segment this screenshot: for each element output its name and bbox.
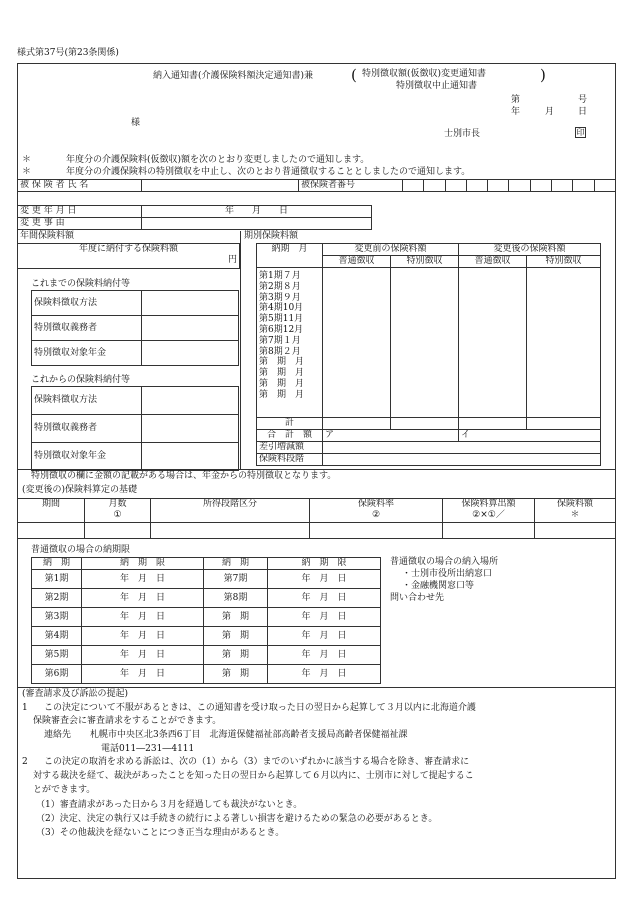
due-date[interactable]: 年 月 日 — [268, 608, 381, 627]
section-divider — [240, 231, 241, 469]
basis-rate-header — [310, 499, 443, 523]
due-date[interactable]: 年 月 日 — [268, 646, 381, 665]
basis-rate-value[interactable] — [310, 523, 443, 539]
periodic-subtotal-label: 計 — [257, 418, 323, 430]
notice-text-2: 年度分の介護保険料の特別徴収を中止し、次のとおり普通徴収することとしましたので通知します。 — [66, 167, 471, 177]
future-obligor-value[interactable] — [142, 415, 239, 443]
notice-mark-1: ＊ — [22, 155, 32, 165]
period-label: 第8期２月 — [259, 346, 301, 357]
notice-text-1: 年度分の介護保険料(仮徴収)額を次のとおり変更しましたので通知します。 — [66, 155, 370, 165]
periodic-before-normal-header: 普通徴収 — [323, 256, 391, 268]
appeal-p1-number: 1 — [22, 703, 28, 713]
appeal-p2-number: 2 — [22, 757, 28, 767]
due-term-label: 第 期 — [204, 627, 268, 646]
addressee-suffix: 様 — [131, 118, 141, 128]
basis-calc-title: 保険料算出額 — [461, 499, 516, 509]
periodic-subtotal-cell[interactable] — [391, 418, 459, 430]
future-pension-label: 特別徴収対象年金 — [32, 443, 142, 471]
date-year: 年 — [511, 107, 521, 117]
due-date[interactable]: 年 月 日 — [82, 570, 204, 589]
appeal-p2-line2: 対する裁決を経て、裁決があったことを知った日の翌日から起算して６月以内に、士別市に対して提起するこ — [33, 771, 474, 781]
basis-calc-value[interactable] — [443, 523, 535, 539]
section-rule — [17, 687, 616, 688]
insured-name-table — [17, 179, 616, 192]
due-term-label: 第4期 — [32, 627, 82, 646]
due-term-label: 第7期 — [204, 570, 268, 589]
periodic-stage-label: 保険料段階 — [257, 453, 323, 465]
seal-mark: 印 — [576, 128, 585, 137]
due-date[interactable]: 年 月 日 — [82, 589, 204, 608]
basis-months-title: 月数 — [108, 499, 127, 509]
contact-phone: 電話011―231―4111 — [101, 744, 195, 754]
periodic-after-special-column[interactable] — [527, 268, 601, 418]
basis-amount-sub: ＊ — [570, 509, 580, 520]
change-date-value[interactable]: 年 月 日 — [142, 206, 372, 218]
due-term-label: 第6期 — [32, 665, 82, 684]
basis-amount-title: 保険料額 — [556, 499, 593, 509]
periodic-before-normal-column[interactable] — [323, 268, 391, 418]
insured-number-label: 被保険者番号 — [299, 180, 403, 192]
due-date[interactable]: 年 月 日 — [268, 589, 381, 608]
annual-amount-cell[interactable] — [18, 244, 240, 269]
place-item: ・金融機関窓口等 — [402, 581, 475, 591]
basis-heading: (変更後の)保険料算定の基礎 — [22, 485, 138, 495]
basis-amount-header — [535, 499, 616, 523]
due-date[interactable]: 年 月 日 — [268, 627, 381, 646]
due-term-label: 第 期 — [204, 646, 268, 665]
appeal-item: （3）その他裁決を経ないことにつき正当な理由があるとき。 — [36, 828, 285, 838]
basis-rate-sub: ② — [371, 509, 381, 520]
period-label: 第3期９月 — [259, 292, 301, 303]
prior-method-label: 保険料徴収方法 — [32, 291, 142, 316]
due-term-label: 第8期 — [204, 589, 268, 608]
future-obligor-label: 特別徴収義務者 — [32, 415, 142, 443]
issuer: 士別市長 — [444, 129, 481, 139]
insured-number-cell[interactable] — [530, 180, 551, 192]
period-label: 第2期８月 — [259, 281, 301, 292]
periodic-before-special-header: 特別徴収 — [391, 256, 459, 268]
insured-name-value[interactable] — [142, 180, 299, 192]
periodic-before-special-column[interactable] — [391, 268, 459, 418]
basis-income-title: 所得段階区分 — [202, 499, 257, 509]
insured-number-cell[interactable] — [466, 180, 487, 192]
basis-income-value[interactable] — [151, 523, 310, 539]
future-table — [31, 386, 239, 471]
periodic-total-before[interactable]: ア — [323, 429, 459, 441]
due-term-label: 第3期 — [32, 608, 82, 627]
due-term-label: 第2期 — [32, 589, 82, 608]
due-date[interactable]: 年 月 日 — [82, 665, 204, 684]
periodic-subtotal-cell[interactable] — [459, 418, 527, 430]
title-line1: 特別徴収額(仮徴収)変更通知書 — [362, 69, 487, 79]
insured-number-cell[interactable] — [509, 180, 530, 192]
due-term-header: 納 期 — [32, 558, 82, 570]
periodic-stage-value[interactable] — [323, 453, 601, 465]
period-label: 第6期12月 — [259, 324, 304, 335]
number-suffix: 号 — [578, 95, 588, 105]
date-day: 日 — [578, 107, 588, 117]
prior-table — [31, 290, 239, 366]
special-note: 特別徴収の欄に金額の記載がある場合は、年金からの特別徴収となります。 — [31, 471, 337, 481]
appeal-item: （1）審査請求があった日から３月を経過しても裁決がないとき。 — [36, 800, 303, 810]
due-limit-header: 納 期 限 — [82, 558, 204, 570]
periodic-after-normal-header: 普通徴収 — [459, 256, 527, 268]
period-label: 第 期 月 — [259, 357, 305, 368]
appeal-item: （2）決定、決定の執行又は手続きの続行による著しい損害を避けるための緊急の必要があるとき。 — [36, 814, 438, 824]
due-date[interactable]: 年 月 日 — [82, 646, 204, 665]
basis-income-header — [151, 499, 310, 523]
annual-table — [17, 243, 240, 269]
insured-name-label: 被 保 険 者 氏 名 — [18, 180, 142, 192]
basis-table — [17, 498, 616, 539]
appeal-p2-line3: とができます。 — [33, 785, 96, 795]
basis-rate-title: 保険料率 — [357, 499, 394, 509]
title-line2: 特別徴収中止通知書 — [396, 81, 478, 91]
due-limit-header: 納 期 限 — [268, 558, 381, 570]
notice-mark-2: ＊ — [22, 167, 32, 177]
prior-obligor-label: 特別徴収義務者 — [32, 316, 142, 341]
due-term-label: 第 期 — [204, 608, 268, 627]
appeal-p2-line1: この決定の取消を求める訴訟は、次の（1）から（3）までのいずれかに該当する場合を除き、審査請求に — [44, 757, 470, 767]
basis-period-value[interactable] — [18, 523, 85, 539]
place-item: ・士別市役所出納窓口 — [402, 569, 493, 579]
appeal-heading: (審査請求及び訴訟の提起) — [22, 689, 129, 699]
appeal-p1-line1: この決定について不服があるときは、この通知書を受け取った日の翌日から起算して３月以内に北海道介護 — [44, 703, 476, 713]
period-label: 第 期 月 — [259, 368, 305, 379]
contact-address: 札幌市中央区北3条西6丁目 北海道保健福祉部高齢者支援局高齢者保健福祉課 — [90, 730, 408, 740]
insured-number-cell[interactable] — [594, 180, 615, 192]
periodic-after-header: 変更後の保険料額 — [459, 244, 601, 256]
periodic-month-header: 納期 月 — [257, 244, 323, 268]
period-label: 第4期10月 — [259, 303, 304, 314]
title-bracket-right: ) — [540, 66, 546, 84]
basis-period-header — [18, 499, 85, 523]
periodic-diff-value[interactable] — [323, 441, 601, 453]
period-label: 第 期 月 — [259, 378, 305, 389]
period-label: 第5期11月 — [259, 314, 304, 325]
change-table — [17, 205, 372, 230]
period-label: 第1期７月 — [259, 271, 301, 281]
periodic-total-label: 合 計 額 — [257, 429, 323, 441]
due-table — [31, 557, 381, 684]
basis-months-header — [85, 499, 151, 523]
basis-period-title: 期間 — [41, 499, 60, 509]
periodic-after-normal-column[interactable] — [459, 268, 527, 418]
periodic-table — [256, 243, 601, 466]
periodic-heading: 期別保険料額 — [244, 231, 299, 241]
periodic-after-special-header: 特別徴収 — [527, 256, 601, 268]
insured-number-cell[interactable] — [445, 180, 466, 192]
due-term-header: 納 期 — [204, 558, 268, 570]
basis-months-value[interactable] — [85, 523, 151, 539]
periodic-subtotal-cell[interactable] — [527, 418, 601, 430]
annual-yen: 円 — [227, 254, 237, 265]
form-number: 様式第37号(第23条関係) — [17, 48, 119, 58]
due-date[interactable]: 年 月 日 — [82, 608, 204, 627]
basis-months-sub: ① — [113, 509, 122, 520]
future-method-label: 保険料徴収方法 — [32, 387, 142, 415]
insured-number-cell[interactable] — [552, 180, 573, 192]
period-label: 第 期 月 — [259, 389, 305, 400]
due-heading: 普通徴収の場合の納期限 — [31, 545, 131, 555]
periodic-before-header: 変更前の保険料額 — [323, 244, 459, 256]
future-pension-value[interactable] — [142, 443, 239, 471]
number-label: 第 — [511, 95, 521, 105]
due-term-label: 第 期 — [204, 665, 268, 684]
place-heading: 普通徴収の場合の納入場所 — [390, 557, 499, 567]
due-term-label: 第5期 — [32, 646, 82, 665]
periodic-period-list — [257, 268, 323, 418]
prior-obligor-value[interactable] — [142, 316, 239, 341]
basis-amount-value[interactable] — [535, 523, 616, 539]
appeal-p1-line2: 保険審査会に審査請求をすることができます。 — [33, 716, 222, 726]
contact-label: 連絡先 — [44, 730, 72, 740]
prior-heading: これまでの保険料納付等 — [31, 279, 131, 289]
due-date[interactable]: 年 月 日 — [268, 665, 381, 684]
change-date-label: 変 更 年 月 日 — [18, 206, 142, 218]
prior-method-value[interactable] — [142, 291, 239, 316]
periodic-subtotal-cell[interactable] — [323, 418, 391, 430]
basis-calc-sub: ②×①／ — [472, 509, 505, 520]
due-date[interactable]: 年 月 日 — [82, 627, 204, 646]
title-bracket-left: ( — [351, 66, 357, 84]
prior-pension-value[interactable] — [142, 341, 239, 366]
section-rule — [17, 469, 616, 470]
title-prefix: 納入通知書(介護保険料額決定通知書)兼 — [153, 71, 314, 81]
insured-number-cell[interactable] — [488, 180, 509, 192]
insured-number-cell[interactable] — [424, 180, 445, 192]
date-month: 月 — [545, 107, 555, 117]
annual-amount-label: 年度に納付する保険料額 — [78, 244, 178, 254]
insured-number-cell[interactable] — [403, 180, 424, 192]
due-date[interactable]: 年 月 日 — [268, 570, 381, 589]
change-reason-label: 変 更 事 由 — [18, 218, 142, 230]
period-label: 第7期１月 — [259, 335, 301, 346]
inquiry-label: 問い合わせ先 — [390, 593, 445, 603]
periodic-diff-label: 差引増減額 — [257, 441, 323, 453]
future-method-value[interactable] — [142, 387, 239, 415]
prior-pension-label: 特別徴収対象年金 — [32, 341, 142, 366]
basis-calc-header — [443, 499, 535, 523]
due-term-label: 第1期 — [32, 570, 82, 589]
annual-heading: 年間保険料額 — [20, 231, 75, 241]
periodic-total-after[interactable]: イ — [459, 429, 601, 441]
change-reason-value[interactable] — [142, 218, 372, 230]
insured-number-cell[interactable] — [573, 180, 594, 192]
future-heading: これからの保険料納付等 — [31, 375, 131, 385]
